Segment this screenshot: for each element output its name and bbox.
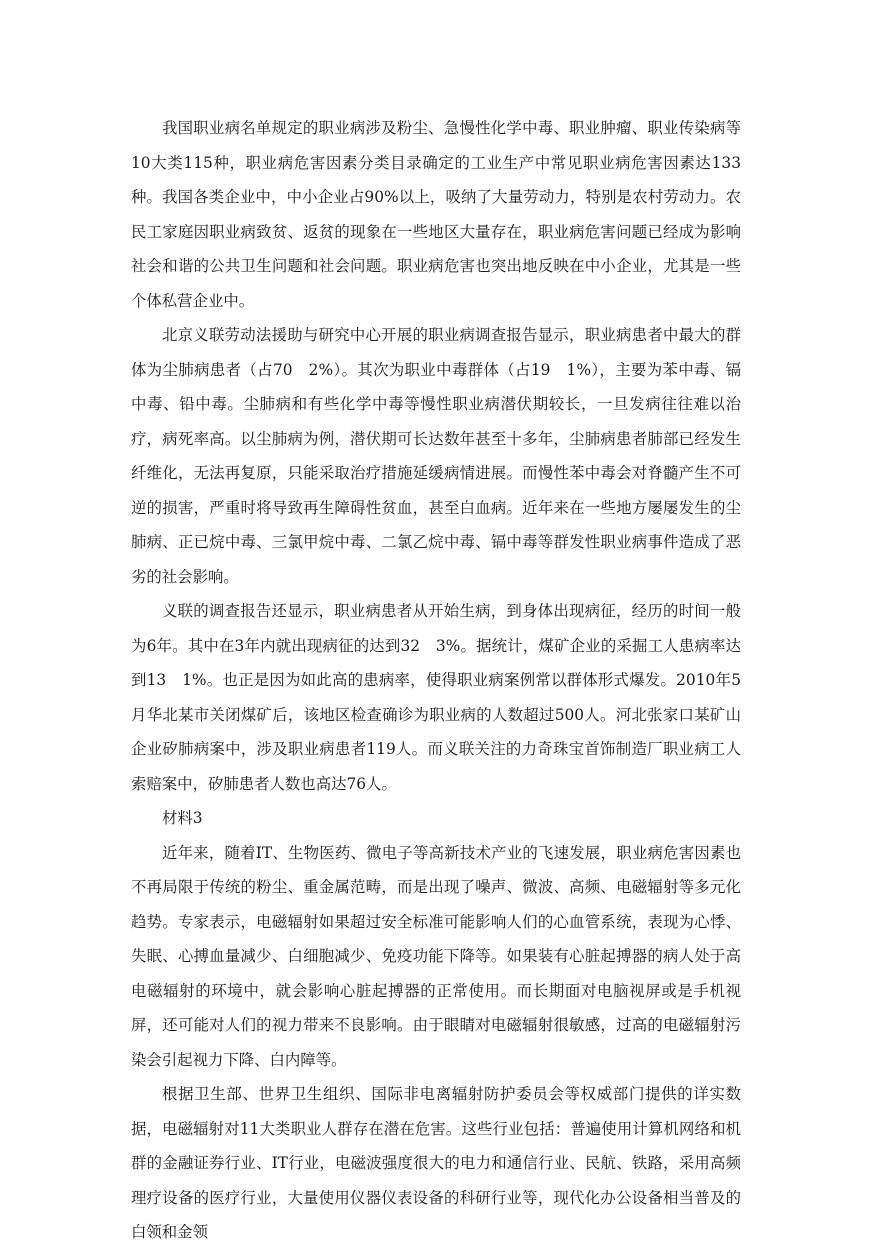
paragraph-affected-industries: 根据卫生部、世界卫生组织、国际非电离辐射防护委员会等权威部门提供的详实数据，电磁辐射对11大类职业人群存在潜在危害。这些行业包括：普遍使用计算机网络和机群的金融证券行业、IT行业，电磁波强度很大的电力和通信行业、民航、铁路，采用高频理疗设备的医疗行业，大量使用仪器仪表设备的科研行业等，现代化办公设备相当普及的白领和金领: [131, 1085, 741, 1241]
section-heading-material-3: 材料3: [162, 809, 203, 827]
paragraph-electromagnetic-radiation: 近年来，随着IT、生物医药、微电子等高新技术产业的飞速发展，职业病危害因素也不再局限于传统的粉尘、重金属范畴，而是出现了噪声、微波、高频、电磁辐射等多元化趋势。专家表示，电磁辐射如果超过安全标准可能影响人们的心血管系统，表现为心悸、失眠、心搏血量减少、白细胞减少、免疫功能下降等。如果装有心脏起搏器的病人处于高电磁辐射的环境中，就会影响心脏起搏器的正常使用。而长期面对电脑视屏或是手机视屏，还可能对人们的视力带来不良影响。由于眼睛对电磁辐射很敏感，过高的电磁辐射污染会引起视力下降、白内障等。: [131, 843, 741, 1069]
document-page: [131, 111, 741, 1250]
paragraph-yilian-report-statistics: 义联的调查报告还显示，职业病患者从开始生病，到身体出现病征，经历的时间一般为6年。其中在3年内就出现病征的达到32 3%。据统计，煤矿企业的采掘工人患病率达到13 1%。也正是因为如此高的患病率，使得职业病案例常以群体形式爆发。2010年5月华北某市关闭煤矿后，该地区检查确诊为职业病的人数超过500人。河北张家口某矿山企业矽肺病案中，涉及职业病患者119人。而义联关注的力奇珠宝首饰制造厂职业病工人索赔案中，矽肺患者人数也高达76人。: [131, 602, 741, 793]
paragraph-occupational-disease-list: 我国职业病名单规定的职业病涉及粉尘、急慢性化学中毒、职业肿瘤、职业传染病等10大类115种，职业病危害因素分类目录确定的工业生产中常见职业病危害因素达133种。我国各类企业中，中小企业占90%以上，吸纳了大量劳动力，特别是农村劳动力。农民工家庭因职业病致贫、返贫的现象在一些地区大量存在，职业病危害问题已经成为影响社会和谐的公共卫生问题和社会问题。职业病危害也突出地反映在中小企业，尤其是一些个体私营企业中。: [131, 119, 741, 310]
paragraph-yilian-survey: 北京义联劳动法援助与研究中心开展的职业病调查报告显示，职业病患者中最大的群体为尘肺病患者（占70 2%）。其次为职业中毒群体（占19 1%），主要为苯中毒、镉中毒、铅中毒。尘肺病和有些化学中毒等慢性职业病潜伏期较长，一旦发病往往难以治疗，病死率高。以尘肺病为例，潜伏期可长达数年甚至十多年，尘肺病患者肺部已经发生纤维化，无法再复原，只能采取治疗措施延缓病情进展。而慢性苯中毒会对脊髓产生不可逆的损害，严重时将导致再生障碍性贫血，甚至白血病。近年来在一些地方屡屡发生的尘肺病、正已烷中毒、三氯甲烷中毒、二氯乙烷中毒、镉中毒等群发性职业病事件造成了恶劣的社会影响。: [131, 326, 741, 586]
